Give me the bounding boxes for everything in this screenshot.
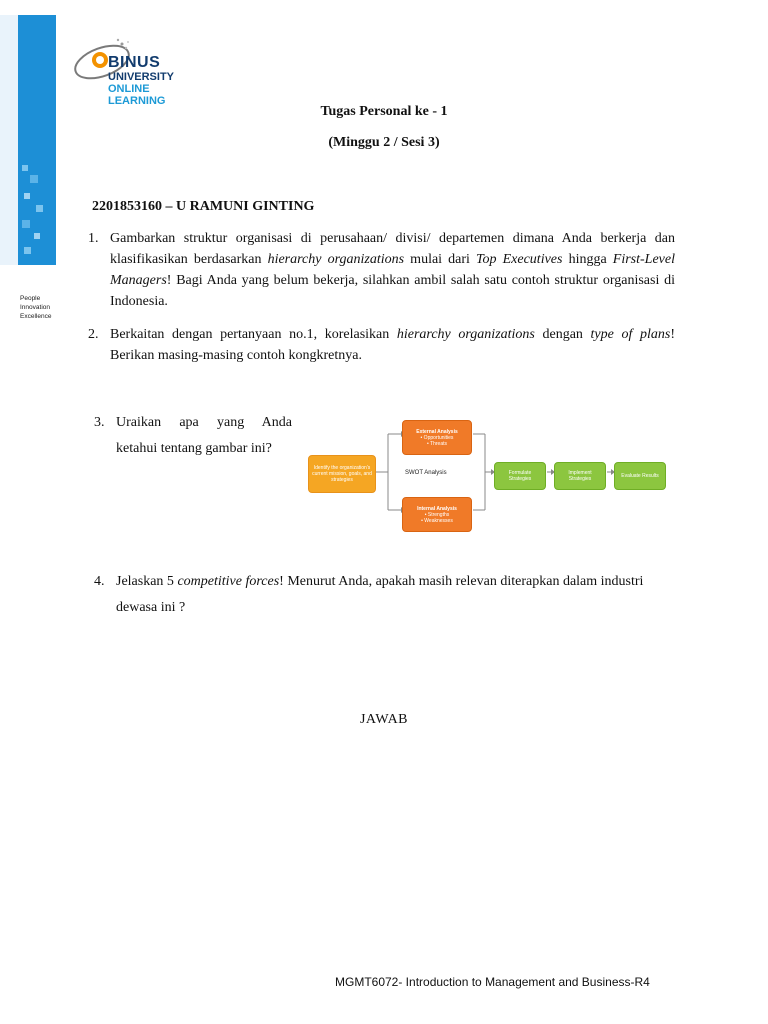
text-run: ! Menurut Anda, apakah masih relevan diterapkan dalam industri dewasa ini ?	[116, 574, 644, 615]
question-number: 1.	[88, 231, 99, 246]
text-run: mulai dari	[404, 252, 477, 267]
question-3-text: Uraikan apa yang Anda ketahui tentang gambar ini?	[116, 415, 292, 456]
text-run: hierarchy organizations	[396, 327, 535, 342]
question-number: 2.	[88, 327, 99, 342]
document-subtitle: (Minggu 2 / Sesi 3)	[328, 135, 440, 150]
swot-label: SWOT Analysis	[405, 470, 447, 476]
document-title: Tugas Personal ke - 1	[320, 104, 448, 119]
box-label: Implement Strategies	[568, 470, 592, 482]
answer-heading: JAWAB	[359, 712, 409, 727]
tagline	[20, 294, 51, 321]
text-run: hierarchy organizations	[267, 252, 405, 267]
footer-course: MGMT6072- Introduction to Management and Business-R4	[335, 975, 650, 989]
box-label: Formulate Strategies	[508, 470, 532, 482]
formulate-box	[494, 462, 546, 490]
logo-line: BINUS	[108, 54, 161, 71]
text-run: hingga	[562, 252, 613, 267]
implement-box	[554, 462, 606, 490]
evaluate-box	[614, 462, 666, 490]
text-run: type of plans	[590, 327, 671, 342]
text-run: Top Executives	[476, 252, 563, 267]
logo-line: UNIVERSITY	[108, 71, 175, 83]
question-number: 3.	[94, 415, 105, 430]
question-number: 4.	[94, 574, 105, 589]
text-run: Gambarkan struktur organisasi di perusahaan/ divisi/ departemen dimana Anda berkerja dan klasifikasikan berdasarkan	[110, 231, 675, 267]
question-text	[110, 324, 675, 366]
text-run: Berkaitan dengan pertanyaan no.1, korelasikan	[110, 327, 397, 342]
logo-line: ONLINE	[108, 83, 150, 95]
logo-line: LEARNING	[108, 95, 166, 107]
text-run: competitive forces	[177, 574, 280, 589]
box-item: • Strengths	[424, 511, 450, 518]
logo-text	[108, 54, 175, 107]
tagline-line: Innovation	[20, 304, 50, 311]
text-run: First-Level Managers	[110, 252, 675, 288]
text-run: Jelaskan 5	[116, 574, 178, 589]
question-text	[116, 569, 656, 621]
external-analysis-box	[402, 420, 472, 455]
box-item: • Weaknesses	[421, 517, 453, 524]
box-item: • Opportunities	[420, 434, 454, 441]
text-run: ! Berikan masing-masing contoh kongkretnya.	[110, 327, 675, 363]
question-text	[110, 228, 675, 312]
text-run: dengan	[534, 327, 591, 342]
box-title: External Analysis	[416, 428, 458, 435]
box-item: • Threats	[427, 440, 447, 447]
tagline-line: Excellence	[20, 313, 52, 320]
box-title: Internal Analysis	[417, 505, 457, 512]
author-line: 2201853160 – U RAMUNI GINTING	[92, 199, 315, 214]
identify-box	[308, 455, 376, 493]
text-run: ! Bagi Anda yang belum bekerja, silahkan ambil salah satu contoh struktur organisasi di Indonesia.	[110, 273, 675, 309]
box-label: Evaluate Results	[621, 473, 659, 479]
internal-analysis-box	[402, 497, 472, 532]
box-label: Identify the organization's current mission, goals, and strategies	[312, 465, 372, 483]
tagline-line: People	[20, 295, 41, 302]
